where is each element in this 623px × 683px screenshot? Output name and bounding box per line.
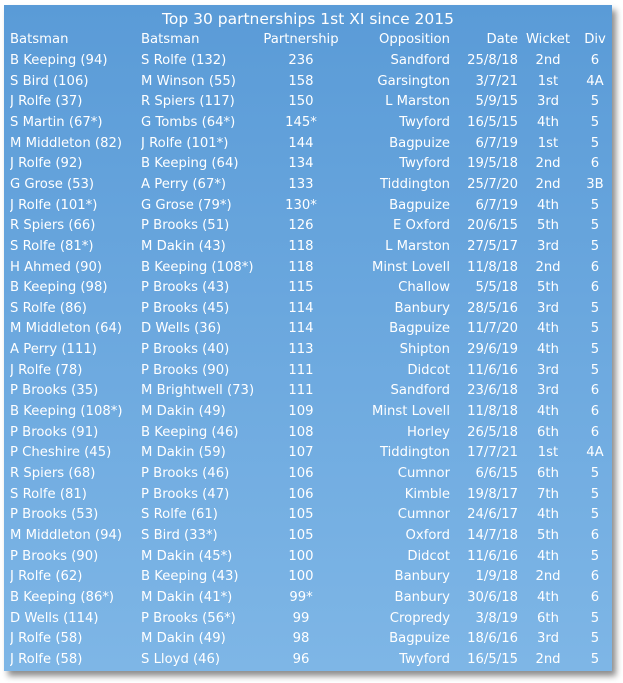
cell-batsman-1: R Spiers (68) <box>10 466 96 481</box>
cell-date: 3/8/19 <box>475 610 518 626</box>
cell-div: 6 <box>590 424 600 440</box>
cell-opposition: Bagpuize <box>389 135 450 151</box>
cell-date: 27/5/17 <box>467 238 518 254</box>
cell-partnership: 109 <box>288 404 314 420</box>
cell-div: 5 <box>590 321 600 337</box>
cell-partnership: 105 <box>288 507 314 523</box>
cell-date: 25/8/18 <box>467 53 518 68</box>
cell-batsman-1: J Rolfe (92) <box>10 156 83 172</box>
cell-batsman-2: P Brooks (51) <box>141 218 230 234</box>
cell-wicket: 2nd <box>535 651 561 667</box>
cell-opposition: Sandford <box>390 383 450 399</box>
cell-batsman-1: S Rolfe (86) <box>10 300 87 316</box>
cell-batsman-2: P Brooks (46) <box>141 466 230 481</box>
cell-date: 16/5/15 <box>467 114 518 130</box>
cell-div: 4A <box>586 445 604 461</box>
cell-date: 28/5/16 <box>467 300 518 316</box>
cell-date: 1/9/18 <box>475 569 518 585</box>
cell-div: 6 <box>590 589 600 605</box>
cell-wicket: 4th <box>537 114 559 130</box>
cell-partnership: 99 <box>292 610 310 626</box>
cell-partnership: 115 <box>288 280 314 296</box>
cell-opposition: Twyford <box>399 651 450 667</box>
table-row <box>4 299 612 320</box>
header-opposition: Opposition <box>379 32 450 47</box>
cell-wicket: 4th <box>537 321 559 337</box>
cell-batsman-1: P Brooks (53) <box>10 507 99 523</box>
cell-batsman-2: P Brooks (90) <box>141 362 230 378</box>
table-row <box>4 72 612 93</box>
table-row <box>4 237 612 258</box>
cell-wicket: 3rd <box>537 300 559 316</box>
table-row <box>4 381 612 402</box>
cell-batsman-2: S Lloyd (46) <box>141 651 221 667</box>
cell-partnership: 105 <box>288 527 314 543</box>
cell-div: 5 <box>590 631 600 647</box>
header-wicket: Wicket <box>525 32 571 47</box>
cell-wicket: 3rd <box>537 238 559 254</box>
cell-batsman-2: P Brooks (56*) <box>141 610 236 626</box>
table-row <box>4 340 612 361</box>
cell-partnership: 114 <box>288 300 314 316</box>
cell-date: 11/6/16 <box>467 548 518 564</box>
cell-opposition: Minst Lovell <box>371 404 450 420</box>
cell-div: 6 <box>590 156 600 172</box>
cell-date: 11/8/18 <box>467 259 518 275</box>
cell-batsman-1: D Wells (114) <box>10 610 99 626</box>
cell-partnership: 134 <box>288 156 314 172</box>
table-row <box>4 505 612 526</box>
cell-wicket: 1st <box>537 445 559 461</box>
cell-date: 16/5/15 <box>467 651 518 667</box>
cell-div: 6 <box>590 404 600 420</box>
cell-opposition: Sandford <box>390 53 450 68</box>
cell-wicket: 2nd <box>535 156 561 172</box>
header-div: Div <box>584 32 606 47</box>
cell-partnership: 114 <box>288 321 314 337</box>
cell-batsman-1: P Brooks (91) <box>10 424 99 440</box>
cell-div: 5 <box>590 651 600 667</box>
cell-div: 6 <box>590 53 600 68</box>
cell-opposition: Didcot <box>407 362 450 378</box>
table-row <box>4 196 612 217</box>
cell-partnership: 96 <box>292 651 310 667</box>
cell-wicket: 4th <box>537 507 559 523</box>
header-batsman-1: Batsman <box>10 32 69 47</box>
cell-date: 3/7/21 <box>475 73 518 89</box>
header-partnership: Partnership <box>263 32 339 47</box>
table-row <box>4 567 612 588</box>
cell-batsman-1: J Rolfe (101*) <box>10 197 98 213</box>
cell-batsman-2: B Keeping (43) <box>141 569 239 585</box>
table-row <box>4 361 612 382</box>
cell-batsman-1: M Middleton (64) <box>10 321 122 337</box>
cell-date: 6/7/19 <box>475 135 518 151</box>
cell-opposition: Cropredy <box>389 610 450 626</box>
cell-batsman-1: S Bird (106) <box>10 73 89 89</box>
table-row <box>4 278 612 299</box>
cell-wicket: 2nd <box>535 259 561 275</box>
cell-opposition: L Marston <box>385 238 450 254</box>
cell-batsman-1: B Keeping (94) <box>10 53 108 68</box>
cell-date: 29/6/19 <box>467 342 518 358</box>
cell-wicket: 4th <box>537 197 559 213</box>
cell-wicket: 4th <box>537 342 559 358</box>
cell-wicket: 3rd <box>537 631 559 647</box>
cell-wicket: 5th <box>537 527 559 543</box>
cell-batsman-2: M Dakin (49) <box>141 631 226 647</box>
cell-batsman-1: S Rolfe (81*) <box>10 238 94 254</box>
cell-wicket: 3rd <box>537 94 559 110</box>
cell-batsman-1: R Spiers (66) <box>10 218 96 234</box>
cell-div: 5 <box>590 610 600 626</box>
cell-batsman-1: J Rolfe (37) <box>10 94 83 110</box>
cell-wicket: 2nd <box>535 53 561 68</box>
cell-batsman-1: P Cheshire (45) <box>10 445 112 461</box>
cell-date: 30/6/18 <box>467 589 518 605</box>
cell-opposition: Didcot <box>407 548 450 564</box>
cell-wicket: 3rd <box>537 362 559 378</box>
cell-opposition: Twyford <box>399 114 450 130</box>
cell-partnership: 106 <box>288 486 314 502</box>
cell-batsman-1: P Brooks (35) <box>10 383 99 399</box>
cell-div: 6 <box>590 259 600 275</box>
cell-opposition: Shipton <box>399 342 450 358</box>
cell-opposition: Twyford <box>399 156 450 172</box>
cell-batsman-2: M Brightwell (73) <box>141 383 255 399</box>
cell-wicket: 4th <box>537 404 559 420</box>
cell-opposition: Banbury <box>394 569 450 585</box>
cell-div: 5 <box>590 548 600 564</box>
cell-div: 5 <box>590 135 600 151</box>
cell-date: 19/5/18 <box>467 156 518 172</box>
cell-wicket: 3rd <box>537 383 559 399</box>
cell-partnership: 144 <box>288 135 314 151</box>
cell-batsman-2: J Rolfe (101*) <box>141 135 229 151</box>
cell-opposition: Tiddington <box>379 445 450 461</box>
table-row <box>4 113 612 134</box>
cell-wicket: 5th <box>537 280 559 296</box>
cell-div: 5 <box>590 466 600 481</box>
cell-partnership: 106 <box>288 466 314 481</box>
cell-date: 19/8/17 <box>467 486 518 502</box>
cell-div: 5 <box>590 114 600 130</box>
partnerships-table <box>4 5 612 671</box>
cell-partnership: 108 <box>288 424 314 440</box>
cell-opposition: Oxford <box>405 527 450 543</box>
cell-batsman-2: B Keeping (108*) <box>141 259 254 275</box>
cell-batsman-2: P Brooks (40) <box>141 342 230 358</box>
cell-opposition: Cumnor <box>397 466 450 481</box>
cell-div: 6 <box>590 383 600 399</box>
table-row <box>4 175 612 196</box>
cell-date: 17/7/21 <box>467 445 518 461</box>
cell-div: 5 <box>590 238 600 254</box>
table-row <box>4 464 612 485</box>
cell-batsman-2: M Dakin (59) <box>141 445 226 461</box>
cell-partnership: 130* <box>285 197 317 213</box>
cell-partnership: 236 <box>288 53 314 68</box>
cell-batsman-1: M Middleton (94) <box>10 527 122 543</box>
table-row <box>4 154 612 175</box>
cell-batsman-1: J Rolfe (78) <box>10 362 83 378</box>
table-row <box>4 402 612 423</box>
cell-opposition: E Oxford <box>393 218 450 234</box>
cell-batsman-2: M Winson (55) <box>141 73 236 89</box>
cell-partnership: 99* <box>289 589 313 605</box>
cell-date: 18/6/16 <box>467 631 518 647</box>
cell-date: 20/6/15 <box>467 218 518 234</box>
table-row <box>4 319 612 340</box>
cell-batsman-2: S Rolfe (61) <box>141 507 218 523</box>
cell-batsman-1: G Grose (53) <box>10 176 95 192</box>
cell-partnership: 118 <box>288 259 314 275</box>
cell-batsman-1: J Rolfe (58) <box>10 631 83 647</box>
table-row <box>4 134 612 155</box>
cell-opposition: Minst Lovell <box>371 259 450 275</box>
cell-batsman-1: J Rolfe (62) <box>10 569 83 585</box>
cell-wicket: 6th <box>537 466 559 481</box>
cell-batsman-2: R Spiers (117) <box>141 94 235 110</box>
cell-partnership: 111 <box>288 383 314 399</box>
cell-batsman-2: S Bird (33*) <box>141 527 218 543</box>
cell-batsman-2: M Dakin (49) <box>141 404 226 420</box>
table-row <box>4 629 612 650</box>
table-row <box>4 485 612 506</box>
cell-batsman-1: M Middleton (82) <box>10 135 122 151</box>
cell-opposition: Bagpuize <box>389 321 450 337</box>
cell-batsman-2: G Tombs (64*) <box>141 114 236 130</box>
cell-date: 25/7/20 <box>467 176 518 192</box>
cell-wicket: 5th <box>537 218 559 234</box>
cell-partnership: 126 <box>288 218 314 234</box>
cell-batsman-2: M Dakin (41*) <box>141 589 233 605</box>
table-row <box>4 92 612 113</box>
cell-partnership: 158 <box>288 73 314 89</box>
cell-batsman-2: M Dakin (45*) <box>141 548 233 564</box>
cell-partnership: 150 <box>288 94 314 110</box>
cell-partnership: 145* <box>285 114 317 130</box>
cell-opposition: Banbury <box>394 300 450 316</box>
cell-partnership: 113 <box>288 342 314 358</box>
cell-partnership: 98 <box>292 631 310 647</box>
cell-date: 23/6/18 <box>467 383 518 399</box>
cell-div: 6 <box>590 527 600 543</box>
header-batsman-2: Batsman <box>141 32 200 47</box>
cell-partnership: 100 <box>288 548 314 564</box>
cell-batsman-1: P Brooks (90) <box>10 548 99 564</box>
cell-opposition: Kimble <box>404 486 450 502</box>
cell-opposition: Bagpuize <box>389 631 450 647</box>
cell-batsman-2: B Keeping (64) <box>141 156 239 172</box>
cell-wicket: 4th <box>537 589 559 605</box>
cell-date: 5/5/18 <box>475 280 518 296</box>
cell-date: 5/9/15 <box>475 94 518 110</box>
cell-date: 11/7/20 <box>467 321 518 337</box>
table-row <box>4 526 612 547</box>
cell-date: 6/7/19 <box>475 197 518 213</box>
cell-opposition: Garsington <box>377 73 450 89</box>
cell-div: 5 <box>590 342 600 358</box>
cell-batsman-1: S Rolfe (81) <box>10 486 87 502</box>
cell-div: 6 <box>590 280 600 296</box>
cell-batsman-1: J Rolfe (58) <box>10 651 83 667</box>
cell-opposition: Horley <box>407 424 450 440</box>
cell-date: 14/7/18 <box>467 527 518 543</box>
cell-batsman-2: P Brooks (47) <box>141 486 230 502</box>
table-row <box>4 609 612 630</box>
cell-div: 5 <box>590 362 600 378</box>
table-title: Top 30 partnerships 1st XI since 2015 <box>162 10 454 28</box>
cell-partnership: 107 <box>288 445 314 461</box>
cell-div: 6 <box>590 569 600 585</box>
cell-opposition: Bagpuize <box>389 197 450 213</box>
cell-batsman-1: B Keeping (98) <box>10 280 108 296</box>
cell-partnership: 133 <box>288 176 314 192</box>
cell-opposition: Challow <box>398 280 450 296</box>
cell-div: 5 <box>590 507 600 523</box>
cell-wicket: 2nd <box>535 569 561 585</box>
cell-div: 5 <box>590 94 600 110</box>
cell-wicket: 2nd <box>535 176 561 192</box>
cell-div: 5 <box>590 218 600 234</box>
cell-batsman-1: S Martin (67*) <box>10 114 103 130</box>
cell-date: 11/6/16 <box>467 362 518 378</box>
header-row <box>4 30 612 51</box>
cell-opposition: Tiddington <box>379 176 450 192</box>
cell-batsman-1: H Ahmed (90) <box>10 259 103 275</box>
cell-div: 3B <box>586 176 604 192</box>
cell-partnership: 100 <box>288 569 314 585</box>
cell-wicket: 6th <box>537 610 559 626</box>
table-row <box>4 588 612 609</box>
cell-wicket: 1st <box>537 73 559 89</box>
cell-partnership: 111 <box>288 362 314 378</box>
cell-div: 4A <box>586 73 604 89</box>
cell-opposition: Cumnor <box>397 507 450 523</box>
cell-div: 5 <box>590 300 600 316</box>
table-row <box>4 51 612 72</box>
cell-div: 5 <box>590 486 600 502</box>
cell-batsman-2: A Perry (67*) <box>141 176 227 192</box>
cell-batsman-2: S Rolfe (132) <box>141 53 227 68</box>
cell-opposition: Banbury <box>394 589 450 605</box>
cell-date: 24/6/17 <box>467 507 518 523</box>
cell-batsman-2: M Dakin (43) <box>141 238 226 254</box>
table-row <box>4 547 612 568</box>
table-row <box>4 423 612 444</box>
cell-date: 11/8/18 <box>467 404 518 420</box>
table-row <box>4 216 612 237</box>
header-date: Date <box>486 32 518 47</box>
cell-wicket: 6th <box>537 424 559 440</box>
table-row <box>4 650 612 671</box>
cell-batsman-2: D Wells (36) <box>141 321 222 337</box>
table-row <box>4 258 612 279</box>
cell-batsman-1: B Keeping (86*) <box>10 589 115 605</box>
cell-wicket: 1st <box>537 135 559 151</box>
table-row <box>4 443 612 464</box>
cell-batsman-1: A Perry (111) <box>10 342 97 358</box>
cell-batsman-1: B Keeping (108*) <box>10 404 123 420</box>
cell-wicket: 7th <box>537 486 559 502</box>
cell-batsman-2: P Brooks (43) <box>141 280 230 296</box>
cell-batsman-2: P Brooks (45) <box>141 300 230 316</box>
cell-date: 6/6/15 <box>475 466 518 481</box>
cell-batsman-2: G Grose (79*) <box>141 197 232 213</box>
cell-wicket: 4th <box>537 548 559 564</box>
cell-div: 5 <box>590 197 600 213</box>
cell-opposition: L Marston <box>385 94 450 110</box>
cell-partnership: 118 <box>288 238 314 254</box>
cell-batsman-2: B Keeping (46) <box>141 424 239 440</box>
cell-date: 26/5/18 <box>467 424 518 440</box>
